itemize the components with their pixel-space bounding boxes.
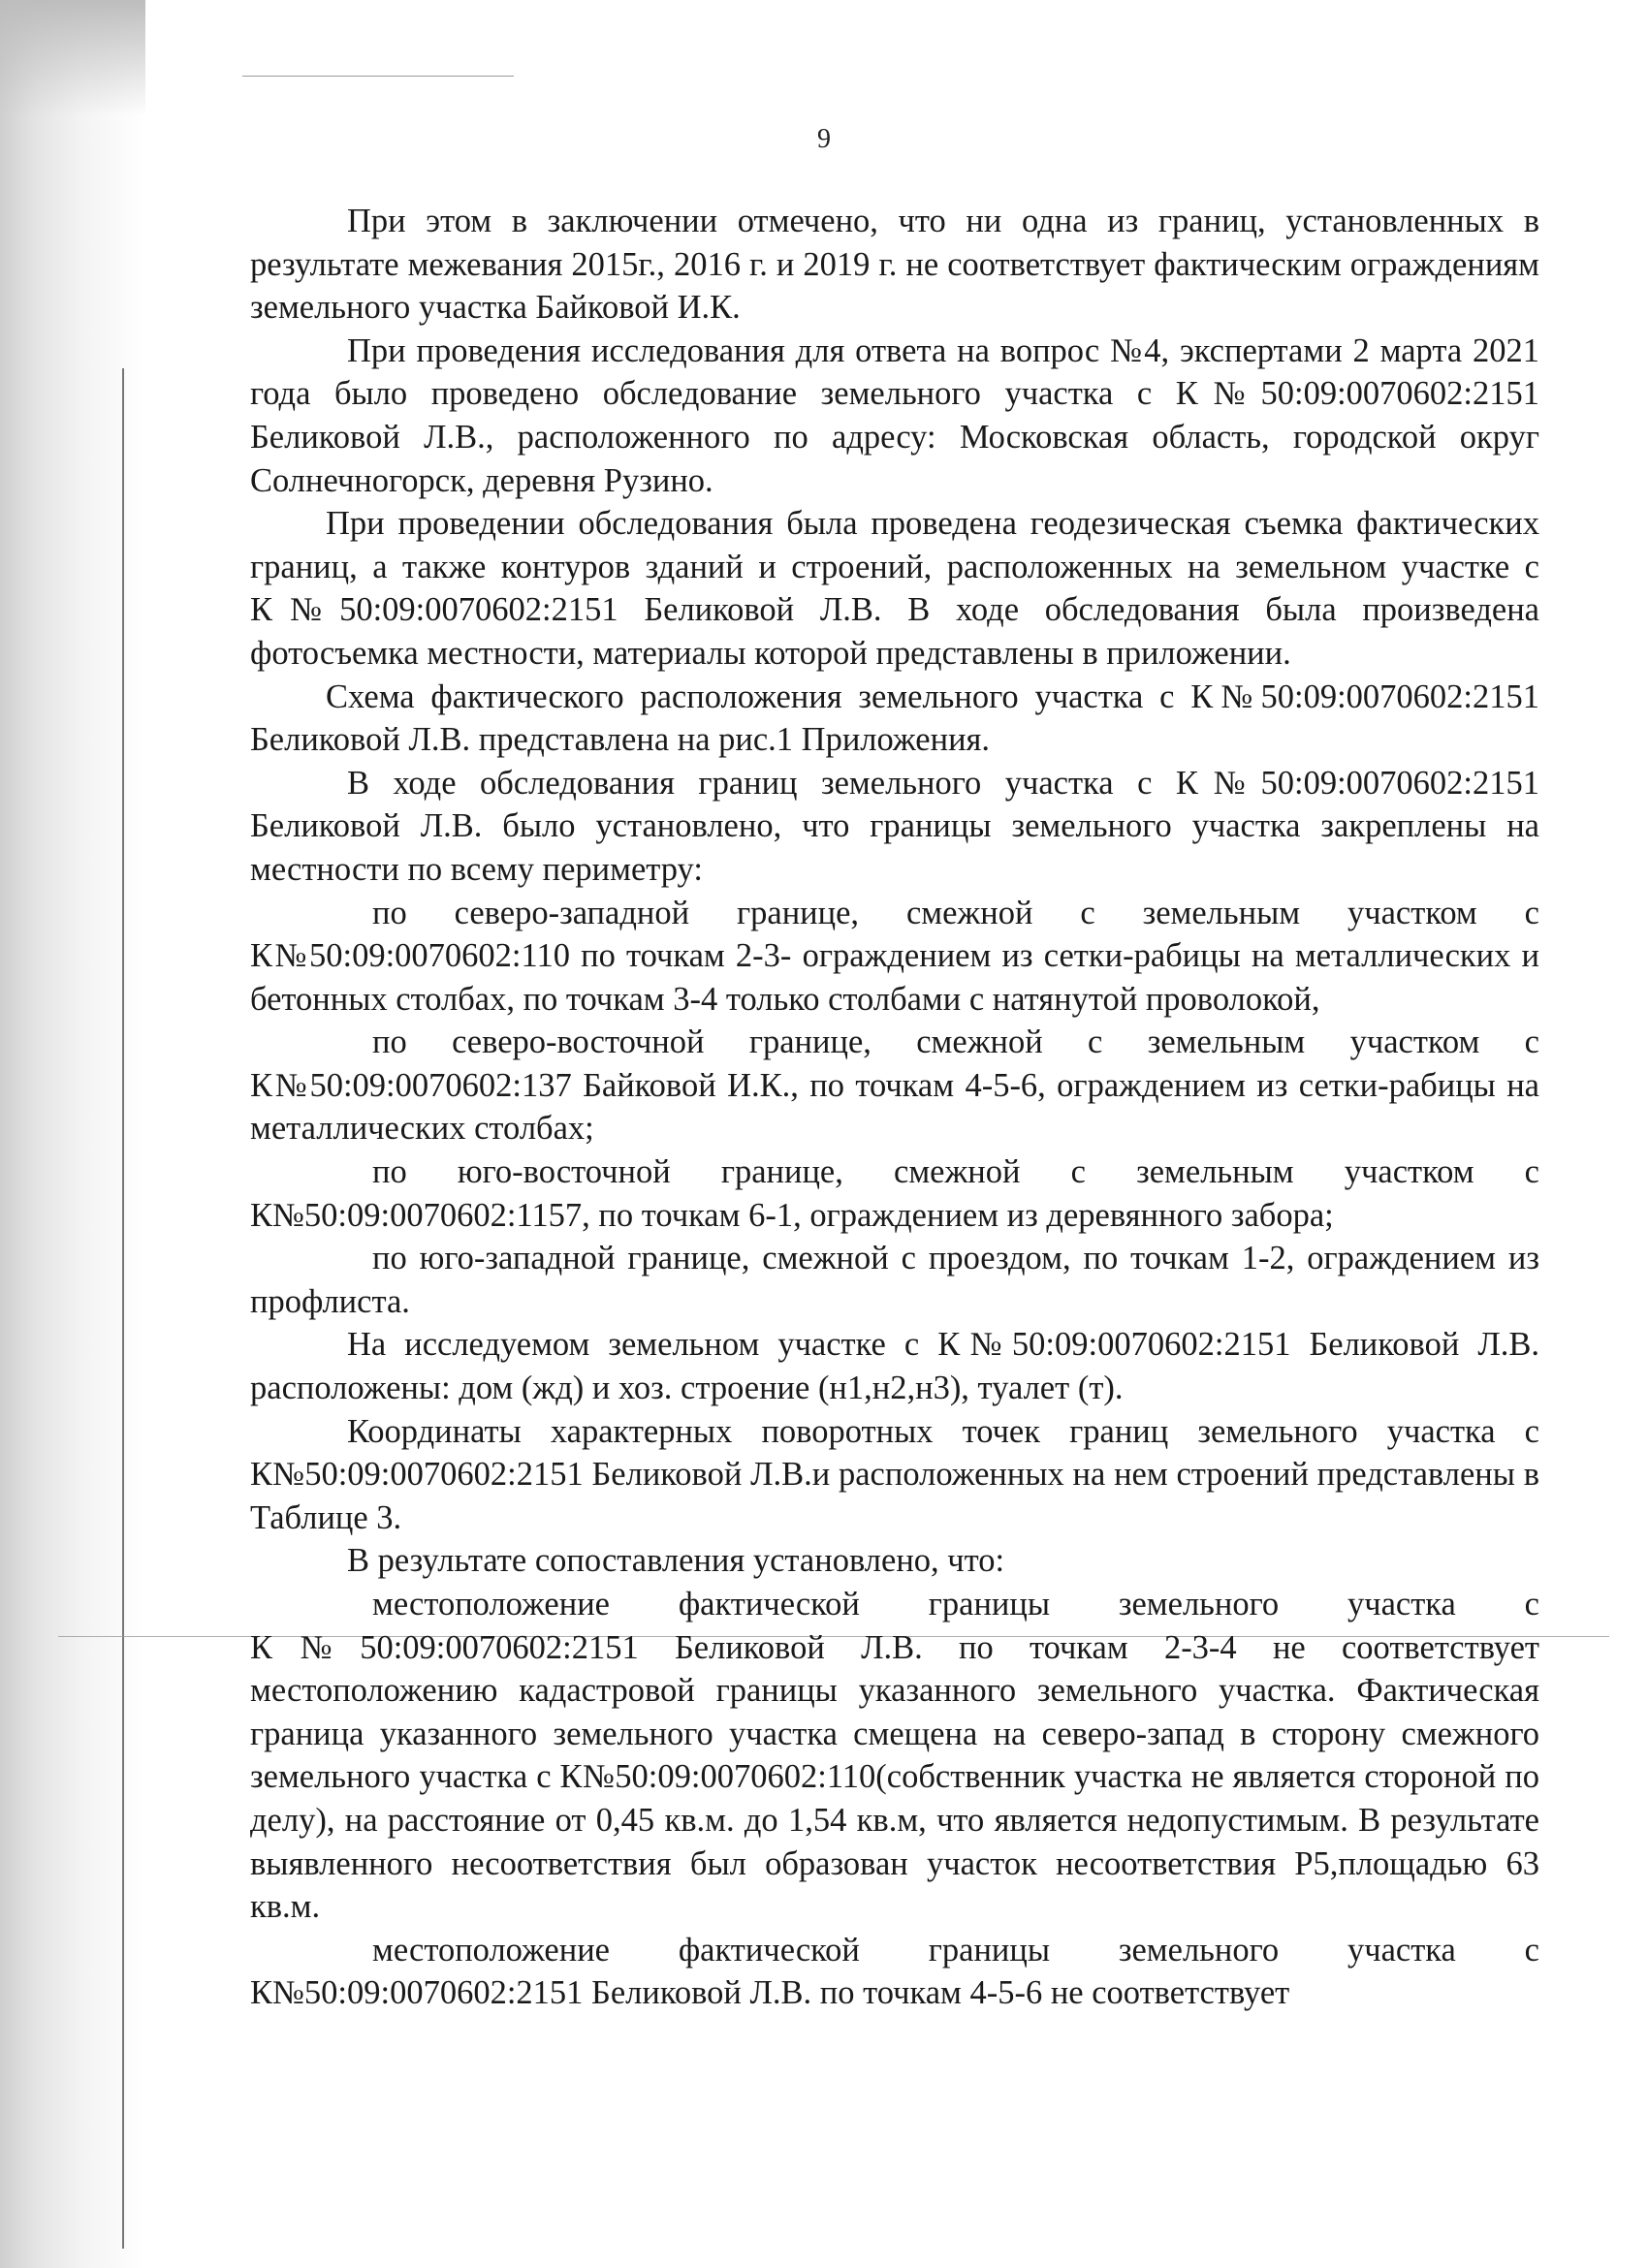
scan-shadow-corner	[0, 0, 145, 116]
paragraph: Схема фактического расположения земельного участка с К№50:09:0070602:2151 Беликовой Л.В. представлена на рис.1 Приложения.	[250, 677, 1539, 759]
document-body	[250, 200, 1539, 2015]
paragraph: по юго-восточной границе, смежной с земельным участком с К№50:09:0070602:1157, по точкам 6-1, ограждением из деревянного забора;	[250, 1153, 1539, 1234]
paragraph: Координаты характерных поворотных точек границ земельного участка с К№50:09:0070602:2151 Беликовой Л.В.и расположенных на нем строений представлены в Таблице 3.	[250, 1412, 1539, 1536]
page-number: 9	[817, 124, 831, 154]
paragraph: местоположение фактической границы земельного участка с К№50:09:0070602:2151 Беликовой Л.В. по точкам 4-5-6 не соответствует	[250, 1931, 1539, 2012]
paragraph: В результате сопоставления установлено, что:	[347, 1542, 1005, 1580]
scan-streak-top	[242, 76, 514, 77]
paragraph: При проведения исследования для ответа на вопрос №4, экспертами 2 марта 2021 года было проведено обследование земельного участка с К№50:09:0070602:2151 Беликовой Л.В., расположенного по адресу: Московская область, городской округ Солнечногорск, деревня Рузино.	[250, 331, 1539, 499]
paragraph: по юго-западной границе, смежной с проездом, по точкам 1-2, ограждением из профлиста.	[250, 1240, 1539, 1320]
paragraph: В ходе обследования границ земельного участка с К№50:09:0070602:2151 Беликовой Л.В. было установлено, что границы земельного участка закреплены на местности по всему периметру:	[250, 764, 1539, 888]
paragraph: На исследуемом земельном участке с К№50:09:0070602:2151 Беликовой Л.В. расположены: дом (жд) и хоз. строение (н1,н2,н3), туалет (т).	[250, 1326, 1539, 1407]
scan-margin-line	[122, 368, 124, 2249]
paragraph: При этом в заключении отмечено, что ни одна из границ, установленных в результате межевания 2015г., 2016 г. и 2019 г. не соответствует фактическим ограждениям земельного участка Байковой И.К.	[250, 203, 1539, 327]
paragraph: по северо-восточной границе, смежной с земельным участком с К№50:09:0070602:137 Байковой И.К., по точкам 4-5-6, ограждением из сетки-рабицы на металлических столбах;	[250, 1024, 1539, 1148]
paragraph: по северо-западной границе, смежной с земельным участком с К№50:09:0070602:110 по точкам 2-3- ограждением из сетки-рабицы на металлических и бетонных столбах, по точкам 3-4 только столбами с натянутой проволокой,	[250, 894, 1539, 1018]
paragraph: местоположение фактической границы земельного участка с К№50:09:0070602:2151 Беликовой Л.В. по точкам 2-3-4 не соответствует местоположению кадастровой границы указанного земельного участка. Фактическая граница указанного земельного участка смещена на северо-запад в сторону смежного земельного участка с К№50:09:0070602:110(собственник участка не является стороной по делу), на расстояние от 0,45 кв.м. до 1,54 кв.м, что является недопустимым. В результате выявленного несоответствия был образован участок несоответствия Р5,площадью 63 кв.м.	[250, 1586, 1539, 1926]
paragraph: При проведении обследования была проведена геодезическая съемка фактических границ, а также контуров зданий и строений, расположенных на земельном участке с К№50:09:0070602:2151 Беликовой Л.В. В ходе обследования была произведена фотосъемка местности, материалы которой представлены в приложении.	[250, 505, 1539, 672]
